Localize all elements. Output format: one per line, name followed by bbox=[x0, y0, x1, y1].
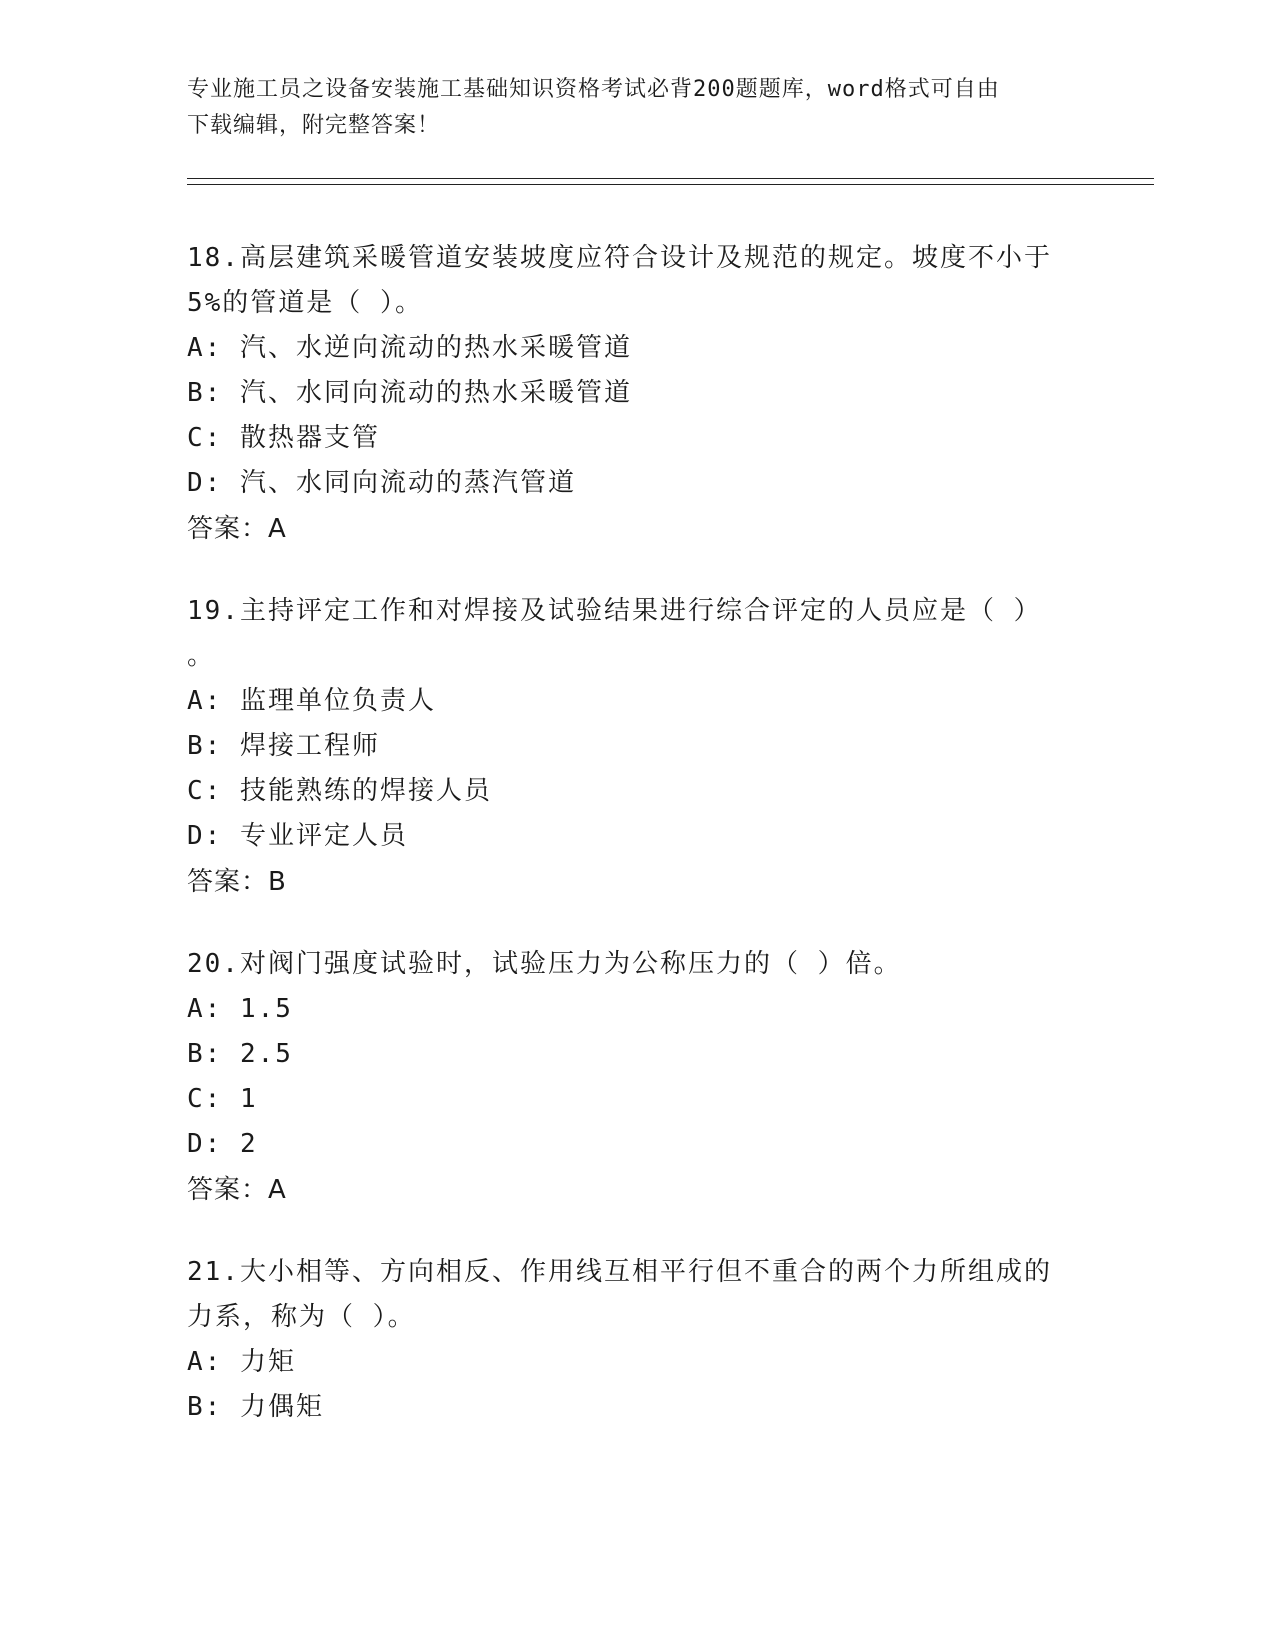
answer-label: 答案：A bbox=[187, 514, 287, 544]
option-d: D: 专业评定人员 bbox=[187, 821, 408, 851]
option-a: A: 力矩 bbox=[187, 1347, 296, 1377]
answer-label: 答案：B bbox=[187, 867, 287, 897]
header-double-rule bbox=[187, 178, 1154, 185]
question-stem-line-1: 19.主持评定工作和对焊接及试验结果进行综合评定的人员应是（ ） bbox=[187, 596, 1042, 626]
question-21 bbox=[187, 1250, 1087, 1430]
header-title-line-2: 下载编辑，附完整答案！ bbox=[187, 113, 441, 138]
option-a: A: 监理单位负责人 bbox=[187, 686, 436, 716]
header-title-line-1: 专业施工员之设备安装施工基础知识资格考试必背200题题库，word格式可自由 bbox=[187, 77, 1000, 102]
question-stem-line-2: 5%的管道是（ ）。 bbox=[187, 288, 423, 318]
question-18 bbox=[187, 236, 1087, 553]
question-19 bbox=[187, 589, 1087, 906]
option-a: A: 1.5 bbox=[187, 994, 293, 1024]
question-stem-line-1: 21.大小相等、方向相反、作用线互相平行但不重合的两个力所组成的 bbox=[187, 1257, 1052, 1287]
option-b: B: 汽、水同向流动的热水采暖管道 bbox=[187, 378, 632, 408]
option-c: C: 技能熟练的焊接人员 bbox=[187, 776, 492, 806]
question-stem-line-1: 20.对阀门强度试验时，试验压力为公称压力的（ ）倍。 bbox=[187, 949, 902, 979]
option-c: C: 1 bbox=[187, 1084, 258, 1114]
question-stem-line-2: 力系，称为（ ）。 bbox=[187, 1302, 416, 1332]
option-d: D: 2 bbox=[187, 1129, 258, 1159]
question-stem-line-1: 18.高层建筑采暖管道安装坡度应符合设计及规范的规定。坡度不小于 bbox=[187, 243, 1052, 273]
option-b: B: 焊接工程师 bbox=[187, 731, 380, 761]
option-a: A: 汽、水逆向流动的热水采暖管道 bbox=[187, 333, 632, 363]
option-b: B: 2.5 bbox=[187, 1039, 293, 1069]
question-20 bbox=[187, 942, 1087, 1214]
question-list bbox=[187, 236, 1087, 1466]
document-header bbox=[187, 72, 1087, 144]
option-b: B: 力偶矩 bbox=[187, 1392, 324, 1422]
question-stem-line-2: 。 bbox=[187, 641, 216, 671]
option-d: D: 汽、水同向流动的蒸汽管道 bbox=[187, 468, 576, 498]
option-c: C: 散热器支管 bbox=[187, 423, 380, 453]
answer-label: 答案：A bbox=[187, 1175, 287, 1205]
